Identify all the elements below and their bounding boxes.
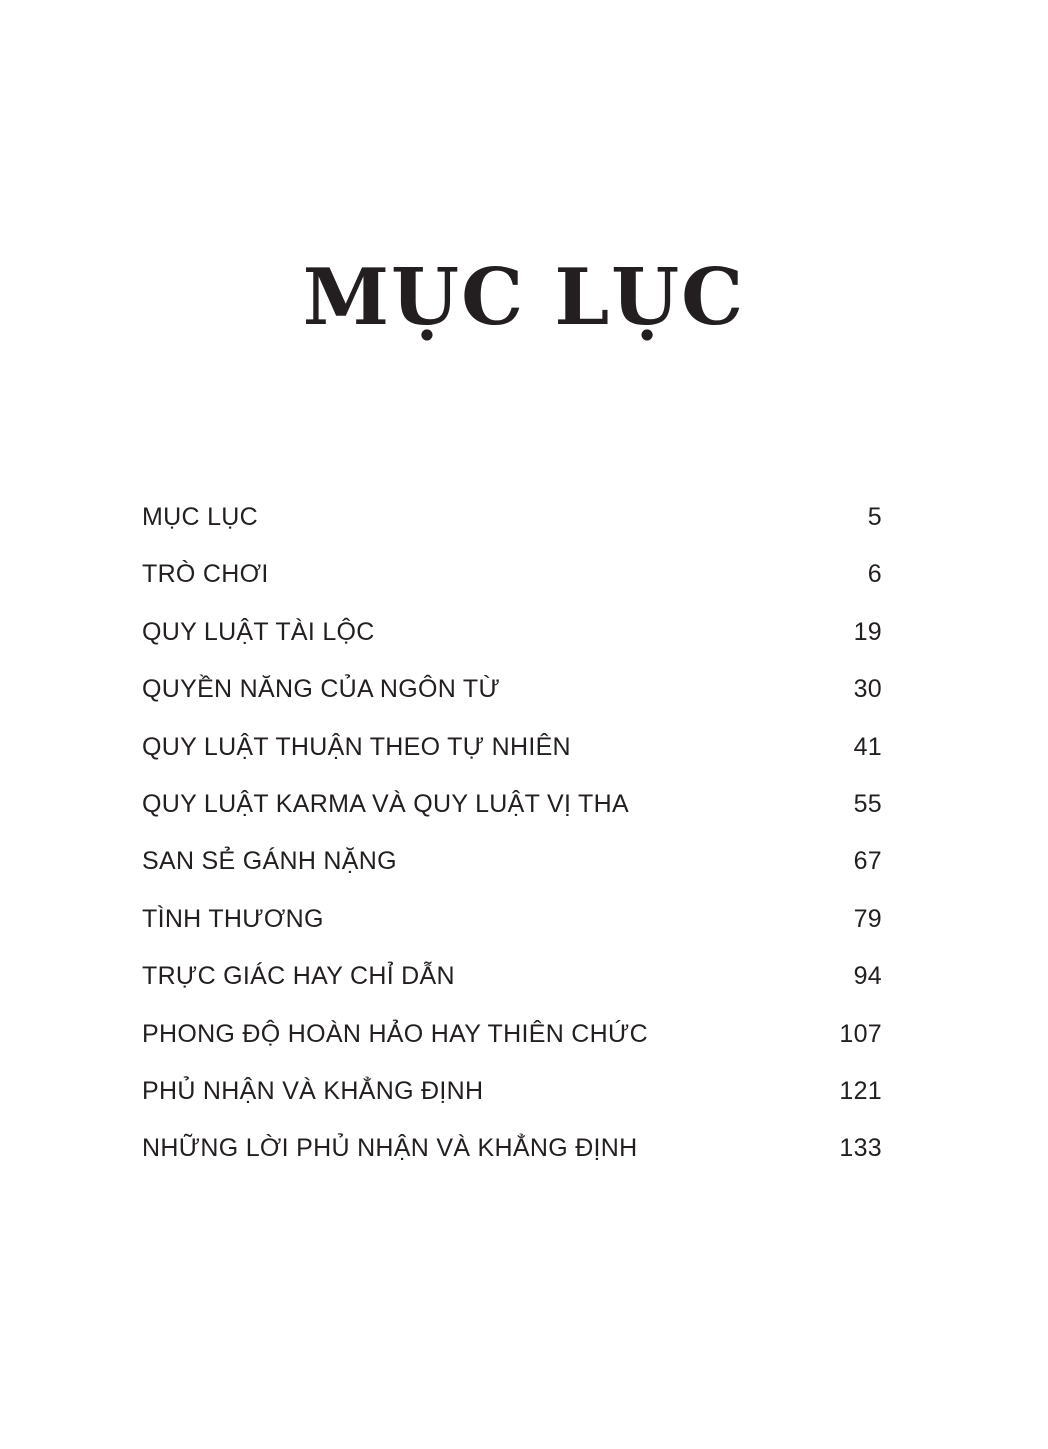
toc-entry-page-number: 19: [853, 617, 882, 646]
toc-entry-title: SAN SẺ GÁNH NẶNG: [142, 847, 397, 876]
toc-entry-page-number: 30: [853, 675, 882, 704]
toc-entry-title: TRỰC GIÁC HAY CHỈ DẪN: [142, 962, 455, 991]
toc-entry-title: QUY LUẬT TÀI LỘC: [142, 617, 375, 646]
toc-entry[interactable]: [142, 1071, 882, 1128]
toc-entry[interactable]: [142, 612, 882, 669]
toc-entry[interactable]: [142, 727, 882, 784]
table-of-contents: [142, 497, 882, 1186]
toc-entry[interactable]: [142, 899, 882, 956]
toc-entry-page-number: 41: [853, 732, 882, 761]
toc-entry-title: PHONG ĐỘ HOÀN HẢO HAY THIÊN CHỨC: [142, 1019, 649, 1048]
toc-entry-page-number: 5: [867, 503, 882, 531]
toc-entry-page-number: 107: [839, 1019, 882, 1048]
toc-entry-title: PHỦ NHẬN VÀ KHẲNG ĐỊNH: [142, 1076, 484, 1105]
toc-entry-page-number: 67: [853, 847, 882, 876]
toc-entry[interactable]: [142, 497, 882, 554]
toc-entry-title: MỤC LỤC: [142, 503, 258, 531]
toc-entry-page-number: 6: [867, 560, 882, 589]
toc-entry[interactable]: [142, 1128, 882, 1185]
toc-entry-page-number: 79: [853, 904, 882, 933]
toc-entry[interactable]: [142, 841, 882, 898]
toc-entry[interactable]: [142, 554, 882, 611]
toc-entry-title: QUY LUẬT THUẬN THEO TỰ NHIÊN: [142, 732, 571, 761]
toc-entry[interactable]: [142, 784, 882, 841]
toc-entry-title: NHỮNG LỜI PHỦ NHẬN VÀ KHẲNG ĐỊNH: [142, 1134, 638, 1163]
toc-entry-title: TÌNH THƯƠNG: [142, 904, 324, 933]
toc-entry-title: TRÒ CHƠI: [142, 560, 269, 589]
toc-entry-page-number: 121: [839, 1076, 882, 1105]
toc-entry-title: QUY LUẬT KARMA VÀ QUY LUẬT VỊ THA: [142, 789, 629, 818]
toc-entry[interactable]: [142, 956, 882, 1013]
toc-entry[interactable]: [142, 669, 882, 726]
toc-entry-page-number: 133: [839, 1134, 882, 1163]
toc-entry-title: QUYỀN NĂNG CỦA NGÔN TỪ: [142, 675, 501, 704]
page-title: MỤC LỤC: [302, 252, 746, 343]
toc-entry[interactable]: [142, 1014, 882, 1071]
toc-entry-page-number: 94: [853, 962, 882, 991]
toc-entry-page-number: 55: [853, 789, 882, 818]
